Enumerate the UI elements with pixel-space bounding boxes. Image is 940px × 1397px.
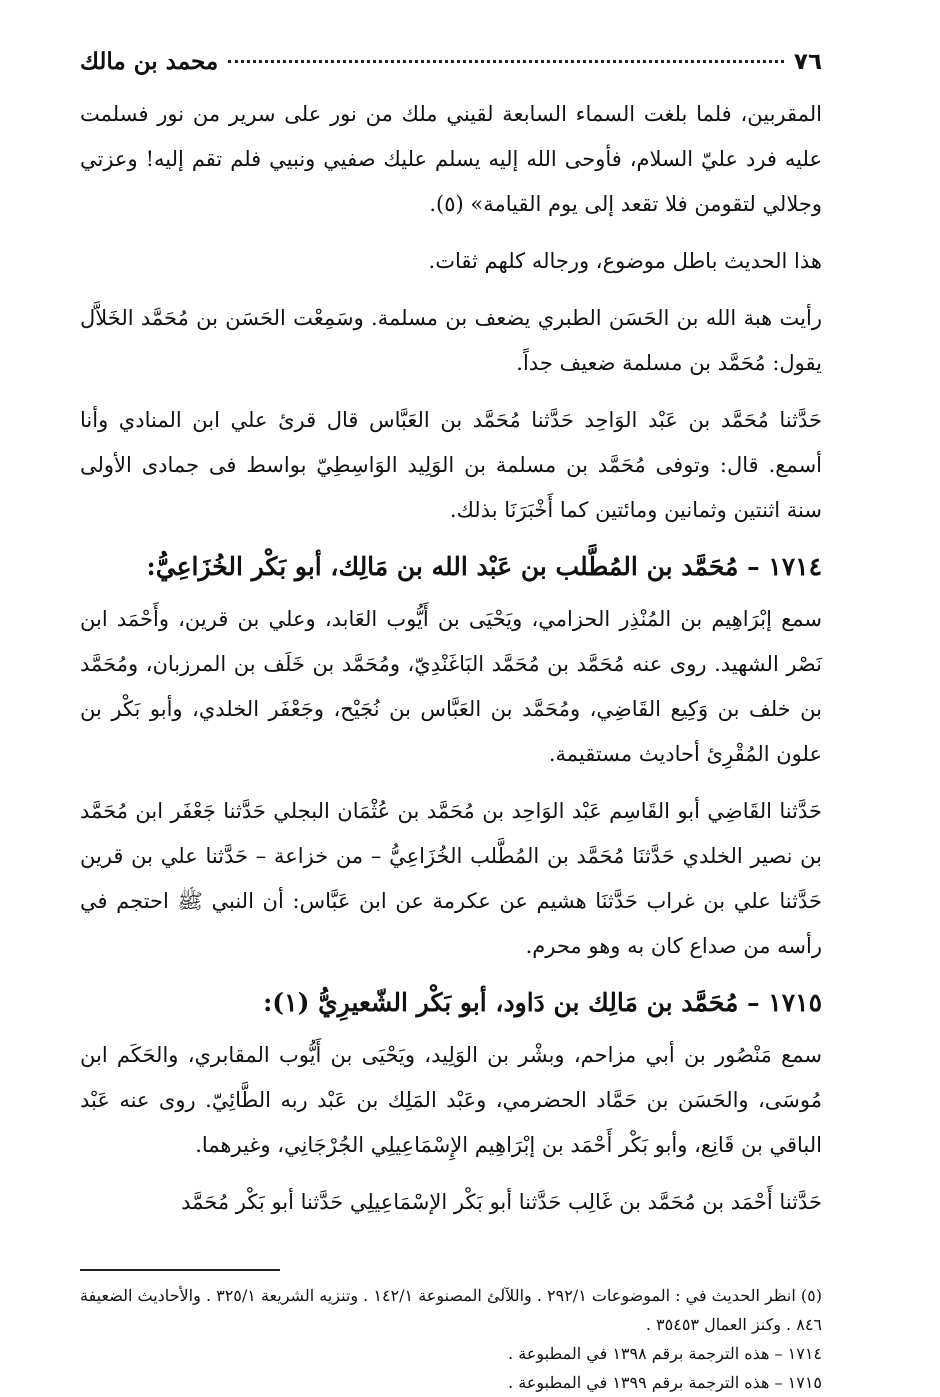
- paragraph-grading: هذا الحديث باطل موضوع، ورجاله كلهم ثقات.: [428, 249, 822, 273]
- paragraph-hadith-ending: المقربين، فلما بلغت السماء السابعة لقيني ملك من نور على سرير من نور فسلمت عليه فرد عليّ السلام، فأوحى الله إليه يسلم عليك صفيي ونبيي فلم تقم إليه! وعزتي وجلالي لتقومن فلا تقعد إلى يوم القيامة» (٥).: [80, 102, 822, 216]
- header-dot-leader: [228, 60, 784, 63]
- page-body: [80, 92, 822, 1225]
- entry-heading-1714: ١٧١٤ – مُحَمَّد بن المُطَّلب بن عَبْد الله بن مَالِك، أبو بَكْر الخُزَاعِيُّ:: [146, 552, 822, 581]
- paragraph-death-report: حَدَّثنا مُحَمَّد بن عَبْد الوَاحِد حَدَّثنا مُحَمَّد بن العَبَّاس قال قرئ علي ابن المنادي وأنا أسمع. قال: وتوفى مُحَمَّد بن مسلمة بن الوَلِيد الوَاسِطِيّ بواسط فى جمادى الأولى سنة اثنتين وثمانين ومائتين كما أَخْبَرَنَا بذلك.: [80, 408, 822, 522]
- footnote-separator: [80, 1269, 280, 1271]
- paragraph-isnad-1715: حَدَّثنا أَحْمَد بن مُحَمَّد بن غَالِب حَدَّثنا أبو بَكْر الإسْمَاعِيلِي حَدَّثنا أبو بَكْر مُحَمَّد: [181, 1190, 822, 1214]
- page-header: [80, 48, 822, 92]
- page-number: ٧٦: [793, 49, 822, 75]
- running-title: محمد بن مالك: [80, 48, 219, 75]
- paragraph-teachers-students-1715: سمع مَنْصُور بن أبي مزاحم، وبشْر بن الوَلِيد، ويَحْيَى بن أَيُّوب المقابري، والحَكَم ابن مُوسَى، والحَسَن بن حَمَّاد الحضرمي، وعَبْد المَلِك بن عَبْد ربه الطَّائِيّ. روى عنه عَبْد الباقي بن قَانِع، وأبو بَكْر أَحْمَد بن إبْرَاهِيم الإِسْمَاعِيلِي الجُرْجَانِي، وغيرهما.: [80, 1043, 822, 1157]
- footnote-1714: ١٧١٤ – هذه الترجمة برقم ١٣٩٨ في المطبوعة .: [508, 1344, 822, 1363]
- footnotes: [80, 1281, 822, 1397]
- footnote-1715: ١٧١٥ – هذه الترجمة برقم ١٣٩٩ في المطبوعة .: [508, 1373, 822, 1392]
- footnote-5: (٥) انظر الحديث في : الموضوعات ٢٩٢/١ . واللآلئ المصنوعة ١٤٢/١ . وتنزيه الشريعة ٣٢٥/١ . والأحاديث الضعيفة ٨٤٦ . وكنز العمال ٣٥٤٥٣ .: [80, 1286, 822, 1334]
- paragraph-isnad-1714: حَدَّثنا القَاضِي أبو القَاسِم عَبْد الوَاحِد بن مُحَمَّد بن عُثْمَان البجلي حَدَّثنا جَعْفَر ابن مُحَمَّد بن نصير الخلدي حَدَّثنَا مُحَمَّد بن المُطَّلب الخُزَاعِيُّ – من خزاعة – حَدَّثنا علي بن قرين حَدَّثنا علي بن غراب حَدَّثنَا هشيم عن عكرمة عن ابن عَبَّاس: أن النبي ﷺ احتجم في رأسه من صداع كان به وهو محرم.: [80, 799, 822, 958]
- entry-heading-1715: ١٧١٥ – مُحَمَّد بن مَالِك بن دَاود، أبو بَكْر الشّعيرِيُّ (١):: [263, 988, 822, 1017]
- paragraph-narrator-criticism: رأيت هبة الله بن الحَسَن الطبري يضعف بن مسلمة. وسَمِعْت الحَسَن بن مُحَمَّد الخَلاَّل يقول: مُحَمَّد بن مسلمة ضعيف جداً.: [80, 306, 822, 375]
- paragraph-teachers-students-1714: سمع إبْرَاهِيم بن المُنْذِر الحزامي، ويَحْيَى بن أَيُّوب العَابد، وعلي بن قرين، وأَحْمَد ابن نَصْر الشهيد. روى عنه مُحَمَّد بن مُحَمَّد البَاغَنْدِيّ، ومُحَمَّد بن خَلَف بن المرزبان، ومُحَمَّد بن خلف بن وَكِيع القَاضِي، ومُحَمَّد بن العَبَّاس بن نُجَيْح، وجَعْفَر الخلدي، وأبو بَكْر بن علون المُقْرِئ أحاديث مستقيمة.: [80, 607, 822, 766]
